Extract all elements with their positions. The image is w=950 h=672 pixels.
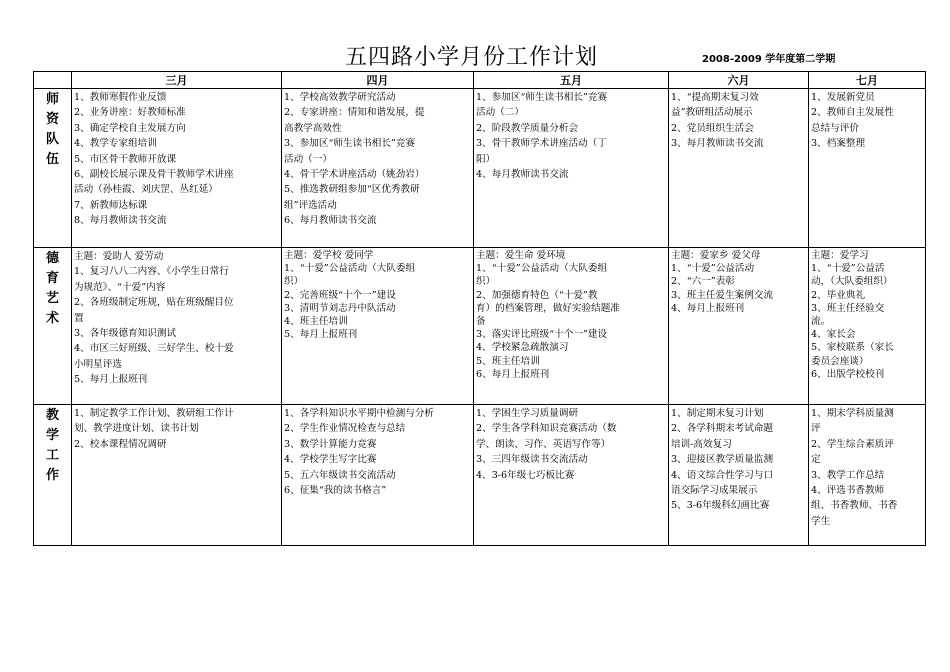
plan-item: 1、“提高期末复习效 <box>671 92 759 103</box>
plan-item: 划、教学进度计划、读书计划 <box>74 423 199 435</box>
plan-item: 4、家长会 <box>811 329 856 341</box>
plan-item: 4、语文综合性学习与口 <box>671 469 774 481</box>
month-header: 五月 <box>474 72 669 89</box>
plan-cell <box>474 405 669 546</box>
plan-item: 3、数学计算能力竞赛 <box>284 438 377 450</box>
plan-cell <box>474 89 669 248</box>
month-header-row <box>34 72 926 89</box>
plan-item: 3、教学工作总结 <box>811 469 885 481</box>
plan-item: 流。 <box>811 316 831 328</box>
month-header: 六月 <box>669 72 809 89</box>
plan-item: 1、“十爱”公益活动（大队委组 <box>284 263 416 275</box>
plan-item: 织） <box>284 276 304 288</box>
plan-item: 6、征集“我的读书格言” <box>284 485 387 497</box>
plan-item: 4、市区三好班级、三好学生、校十爱 <box>74 343 234 355</box>
plan-item: 4、每月上报班刊 <box>671 302 745 314</box>
plan-item: 1、发展新党员 <box>811 92 875 103</box>
plan-item: 培训-高效复习 <box>671 438 732 450</box>
row-category: 师资队伍 <box>34 89 72 248</box>
plan-cell <box>669 248 809 405</box>
plan-item: 1、“十爱”公益活动 <box>671 263 755 275</box>
plan-item: 2、完善班级“十个一”建设 <box>284 289 396 301</box>
plan-item: 3、班主任爱生案例交流 <box>671 289 774 301</box>
plan-row <box>34 89 926 248</box>
row-category: 德育艺术 <box>34 248 72 405</box>
plan-item: 2、校本课程情况调研 <box>74 438 167 450</box>
plan-item: 3、档案整理 <box>811 138 866 150</box>
plan-item: 活动（孙桂霞、刘庆罡、丛红延） <box>74 184 218 196</box>
plan-item: 1、“十爱”公益活动（大队委组 <box>476 263 608 275</box>
plan-item: 动，（大队委组织） <box>811 276 893 288</box>
plan-item: 6、每月教师读书交流 <box>284 215 377 227</box>
plan-item: 总结与评价 <box>811 122 859 134</box>
month-header: 四月 <box>282 72 474 89</box>
plan-cell <box>282 89 474 248</box>
plan-item: 5、推选教研组参加“区优秀教研 <box>284 184 420 196</box>
plan-item: 5、市区骨干教师开放课 <box>74 153 177 165</box>
plan-item: 2、党员组织生活会 <box>671 122 754 134</box>
plan-cell <box>474 248 669 405</box>
month-header: 三月 <box>72 72 282 89</box>
plan-item: 活动（一） <box>284 153 332 165</box>
plan-item: 1、复习八八二内容、《小学生日常行 <box>74 266 229 278</box>
plan-item: 5、每月上报班刊 <box>284 329 358 341</box>
plan-item: 5、家校联系（家长 <box>811 342 894 354</box>
plan-cell <box>282 248 474 405</box>
plan-item: 定 <box>811 454 821 466</box>
plan-cell <box>72 89 282 248</box>
plan-item: 2、“六一”表彰 <box>671 276 735 288</box>
plan-item: 1、学困生学习质量调研 <box>476 408 579 419</box>
plan-item: 主题：爱学校 爱同学 <box>284 250 374 261</box>
plan-item: 组”评选活动 <box>284 199 337 211</box>
plan-item: 2、加强德育特色（“十爱”教 <box>476 289 598 301</box>
plan-cell <box>72 248 282 405</box>
plan-item: 1、制定期末复习计划 <box>671 408 764 419</box>
plan-item: 主题：爱家乡 爱父母 <box>671 250 761 261</box>
plan-item: 2、学生作业情况检查与总结 <box>284 423 406 435</box>
plan-cell <box>72 405 282 546</box>
plan-item: 育）的档案管理，做好实验结题准 <box>476 302 620 314</box>
plan-item: 活动（二） <box>476 107 524 119</box>
plan-item: 1、“十爱”公益活 <box>811 263 885 275</box>
plan-item: 高教学高效性 <box>284 122 342 134</box>
plan-item: 6、出版学校校刊 <box>811 368 885 380</box>
plan-item: 3、迎接区教学质量监测 <box>671 454 774 466</box>
plan-item: 2、业务讲座：好教师标准 <box>74 107 186 119</box>
plan-item: 益”教研组活动展示 <box>671 107 753 119</box>
plan-cell <box>809 248 926 405</box>
plan-item: 3、清明节刘志丹中队活动 <box>284 302 396 314</box>
month-header: 七月 <box>809 72 926 89</box>
plan-item: 2、毕业典礼 <box>811 289 866 301</box>
plan-item: 2、学生各学科知识竞赛活动（数 <box>476 423 617 435</box>
plan-cell <box>282 405 474 546</box>
plan-item: 4、教学专家组培训 <box>74 138 157 150</box>
plan-item: 5、3-6年级科幻画比赛 <box>671 500 770 512</box>
plan-item: 2、学生综合素质评 <box>811 438 894 450</box>
plan-item: 主题：爱生命 爱环境 <box>476 250 566 261</box>
plan-item: 3、骨干教师学术讲座活动（丁 <box>476 138 607 150</box>
plan-item: 6、每月上报班刊 <box>476 368 550 380</box>
plan-item: 6、副校长展示课及骨干教师学术讲座 <box>74 169 234 181</box>
corner-cell <box>34 72 72 89</box>
plan-item: 3、参加区“师生读书相长”竞赛 <box>284 138 416 150</box>
plan-item: 3、每月教师读书交流 <box>671 138 764 150</box>
plan-item: 学、朗读、习作、英语写作等） <box>476 438 611 450</box>
plan-cell <box>669 405 809 546</box>
plan-row <box>34 248 926 405</box>
plan-cell <box>809 405 926 546</box>
plan-item: 阳） <box>476 153 496 165</box>
plan-item: 2、专家讲座：情知和谐发展，提 <box>284 107 425 119</box>
plan-item: 主题：爱助人 爱劳动 <box>74 251 164 262</box>
plan-item: 1、各学科知识水平期中检测与分析 <box>284 408 435 419</box>
plan-cell <box>809 89 926 248</box>
plan-item: 织） <box>476 276 496 288</box>
plan-item: 8、每月教师读书交流 <box>74 215 167 227</box>
plan-item: 1、期末学科质量测 <box>811 408 894 419</box>
page-title: 五四路小学月份工作计划 <box>345 45 599 70</box>
plan-item: 2、阶段教学质量分析会 <box>476 122 579 134</box>
plan-item: 5、每月上报班刊 <box>74 374 148 386</box>
school-term: 2008-2009 学年度第二学期 <box>702 54 836 65</box>
plan-item: 备 <box>476 316 486 328</box>
plan-cell <box>669 89 809 248</box>
plan-item: 4、评选书香教师 <box>811 485 885 497</box>
plan-item: 3、三四年级读书交流活动 <box>476 454 588 466</box>
plan-item: 委员会座谈） <box>811 355 869 367</box>
plan-item: 评 <box>811 423 821 435</box>
row-category: 教学工作 <box>34 405 72 546</box>
plan-item: 2、各学科期末考试命题 <box>671 423 774 435</box>
plan-item: 5、班主任培训 <box>476 355 540 367</box>
plan-item: 4、班主任培训 <box>284 316 348 328</box>
plan-row <box>34 405 926 546</box>
plan-item: 主题：爱学习 <box>811 250 869 261</box>
work-plan-table <box>33 71 926 546</box>
plan-item: 4、骨干学术讲座活动（姚劲岩） <box>284 169 425 181</box>
plan-item: 7、新教师达标课 <box>74 199 148 211</box>
plan-item: 2、教师自主发展性 <box>811 107 894 119</box>
plan-item: 1、制定教学工作计划、教研组工作计 <box>74 408 234 419</box>
plan-item: 5、五六年级读书交流活动 <box>284 469 396 481</box>
plan-item: 3、落实评比班级“十个一”建设 <box>476 329 608 341</box>
plan-item: 小明星评选 <box>74 358 122 370</box>
plan-item: 4、学校紧急疏散演习 <box>476 342 569 354</box>
plan-item: 3、各年级德育知识测试 <box>74 328 177 340</box>
plan-item: 语交际学习成果展示 <box>671 485 758 497</box>
plan-item: 置 <box>74 312 84 324</box>
plan-item: 学生 <box>811 515 831 527</box>
plan-item: 1、教师寒假作业反馈 <box>74 92 167 103</box>
plan-item: 4、3-6年级七巧板比赛 <box>476 469 575 481</box>
plan-item: 4、每月教师读书交流 <box>476 169 569 181</box>
plan-item: 2、各班级制定班规，贴在班级醒目位 <box>74 297 234 309</box>
plan-item: 4、学校学生写字比赛 <box>284 454 377 466</box>
plan-item: 为规范》、“十爱”内容 <box>74 281 166 293</box>
plan-item: 3、班主任经验交 <box>811 302 885 314</box>
plan-item: 1、参加区“师生读书相长”竞赛 <box>476 92 608 103</box>
plan-item: 3、确定学校自主发展方向 <box>74 122 186 134</box>
plan-item: 1、学校高效教学研究活动 <box>284 92 396 103</box>
plan-item: 组、书香教师、书香 <box>811 500 898 512</box>
